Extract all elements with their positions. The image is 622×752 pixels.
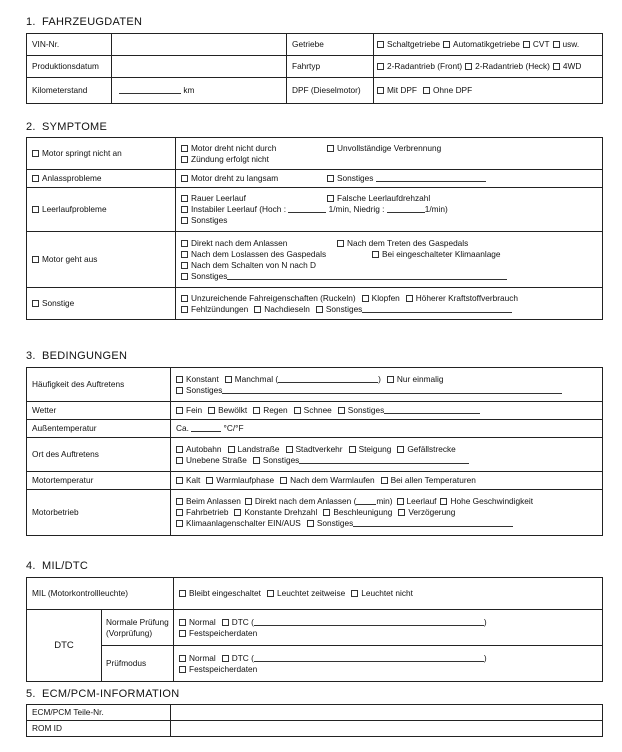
- checkbox-icon[interactable]: [176, 498, 183, 505]
- checkbox-icon[interactable]: [465, 63, 472, 70]
- option[interactable]: Nach dem Warmlaufen: [280, 475, 375, 486]
- option[interactable]: Sonstiges: [327, 173, 486, 184]
- condition-options: [171, 472, 603, 490]
- input-line[interactable]: [362, 312, 512, 313]
- checkbox-icon[interactable]: [234, 509, 241, 516]
- option[interactable]: Warmlaufphase: [206, 475, 274, 486]
- checkbox-icon[interactable]: [181, 306, 188, 313]
- vin-field[interactable]: [112, 34, 287, 56]
- input-line[interactable]: [278, 382, 378, 383]
- checkbox-icon[interactable]: [553, 41, 560, 48]
- option[interactable]: Nachdieseln: [254, 304, 310, 315]
- conditions-table: [26, 367, 603, 536]
- dtc-vorpruefung-options: Normal DTC ( ) Festspeicherdaten: [174, 610, 603, 646]
- km-field[interactable]: [112, 78, 287, 104]
- checkbox-icon[interactable]: [307, 520, 314, 527]
- option[interactable]: Steigung: [349, 444, 392, 455]
- mil-dtc-table: [26, 577, 603, 682]
- fahrtyp-label: Fahrtyp: [287, 56, 374, 78]
- section-5-title: 5. ECM/PCM-INFORMATION: [26, 688, 180, 700]
- checkbox-icon[interactable]: [377, 87, 384, 94]
- input-line[interactable]: [353, 526, 513, 527]
- fahrtyp-options: [374, 56, 603, 78]
- option[interactable]: Direkt nach dem Anlassen ( min): [245, 496, 393, 507]
- checkbox-icon[interactable]: [181, 175, 188, 182]
- checkbox-icon[interactable]: [228, 446, 235, 453]
- rom-id-label: ROM ID: [27, 721, 171, 737]
- checkbox-icon[interactable]: [181, 273, 188, 280]
- option[interactable]: Schnee: [294, 405, 332, 416]
- getriebe-label: Getriebe: [287, 34, 374, 56]
- section-3-title: 3. BEDINGUNGEN: [26, 350, 128, 362]
- checkbox-icon[interactable]: [397, 446, 404, 453]
- symptom-options: Rauer Leerlauf Falsche Leerlaufdrehzahl Instabiler Leerlauf (Hoch : 1/min, Niedrig : 1/min) Sonstiges: [176, 188, 603, 232]
- checkbox-icon[interactable]: [553, 63, 560, 70]
- option[interactable]: Regen: [253, 405, 287, 416]
- dpf-option[interactable]: Mit DPF: [377, 85, 417, 96]
- option[interactable]: Fehlzündungen: [181, 304, 248, 315]
- checkbox-icon[interactable]: [406, 295, 413, 302]
- dpf-options: [374, 78, 603, 104]
- input-line[interactable]: [254, 661, 484, 662]
- checkbox-icon[interactable]: [372, 251, 379, 258]
- symptom-label[interactable]: Motor geht aus: [27, 232, 176, 288]
- checkbox-icon[interactable]: [351, 590, 358, 597]
- checkbox-icon[interactable]: [32, 206, 39, 213]
- condition-options: [171, 402, 603, 420]
- checkbox-icon[interactable]: [181, 240, 188, 247]
- option[interactable]: Stadtverkehr: [286, 444, 343, 455]
- checkbox-icon[interactable]: [327, 145, 334, 152]
- checkbox-icon[interactable]: [377, 41, 384, 48]
- option[interactable]: Falsche Leerlaufdrehzahl: [327, 193, 430, 204]
- checkbox-icon[interactable]: [253, 457, 260, 464]
- checkbox-icon[interactable]: [286, 446, 293, 453]
- option[interactable]: Normal: [179, 617, 216, 628]
- checkbox-icon[interactable]: [327, 195, 334, 202]
- condition-label: Motorbetrieb: [27, 490, 171, 536]
- option[interactable]: Verzögerung: [398, 507, 455, 518]
- input-line[interactable]: [254, 625, 484, 626]
- checkbox-icon[interactable]: [523, 41, 530, 48]
- option[interactable]: Hohe Geschwindigkeit: [440, 496, 533, 507]
- option[interactable]: Zündung erfolgt nicht: [181, 154, 269, 165]
- option[interactable]: Nach dem Treten des Gaspedals: [337, 238, 468, 249]
- option[interactable]: Sonstiges: [338, 405, 480, 416]
- checkbox-icon[interactable]: [377, 63, 384, 70]
- checkbox-icon[interactable]: [181, 251, 188, 258]
- input-line[interactable]: [384, 413, 480, 414]
- getriebe-option[interactable]: Schaltgetriebe: [377, 39, 440, 50]
- checkbox-icon[interactable]: [32, 175, 39, 182]
- checkbox-icon[interactable]: [316, 306, 323, 313]
- symptom-label[interactable]: Leerlaufprobleme: [27, 188, 176, 232]
- checkbox-icon[interactable]: [176, 407, 183, 414]
- fahrtyp-option[interactable]: 2-Radantrieb (Front): [377, 61, 462, 72]
- input-line[interactable]: [288, 212, 326, 213]
- checkbox-icon[interactable]: [181, 145, 188, 152]
- fahrtyp-option[interactable]: 2-Radantrieb (Heck): [465, 61, 550, 72]
- option[interactable]: Leuchtet nicht: [351, 588, 413, 599]
- ecm-pcm-table: [26, 704, 603, 737]
- checkbox-icon[interactable]: [181, 195, 188, 202]
- option[interactable]: Unzureichende Fahreigenschaften (Ruckeln): [181, 293, 356, 304]
- option[interactable]: Klopfen: [362, 293, 400, 304]
- teile-nr-label: ECM/PCM Teile-Nr.: [27, 705, 171, 721]
- getriebe-option[interactable]: usw.: [553, 39, 580, 50]
- checkbox-icon[interactable]: [338, 407, 345, 414]
- input-line[interactable]: [356, 504, 376, 505]
- option[interactable]: Nach dem Loslassen des Gaspedals: [181, 249, 366, 260]
- option[interactable]: Bei eingeschalteter Klimaanlage: [372, 249, 501, 260]
- checkbox-icon[interactable]: [267, 590, 274, 597]
- option[interactable]: Fahrbetrieb: [176, 507, 228, 518]
- checkbox-icon[interactable]: [387, 376, 394, 383]
- checkbox-icon[interactable]: [362, 295, 369, 302]
- condition-options: [171, 490, 603, 536]
- checkbox-icon[interactable]: [179, 590, 186, 597]
- dpf-label: DPF (Dieselmotor): [287, 78, 374, 104]
- checkbox-icon[interactable]: [245, 498, 252, 505]
- section-4-title: 4. MIL/DTC: [26, 560, 89, 572]
- vin-label: VIN-Nr.: [27, 34, 112, 56]
- option[interactable]: DTC ( ): [222, 617, 487, 628]
- input-line[interactable]: [376, 181, 486, 182]
- checkbox-icon[interactable]: [179, 666, 186, 673]
- dpf-option[interactable]: Ohne DPF: [423, 85, 472, 96]
- checkbox-icon[interactable]: [225, 376, 232, 383]
- checkbox-icon[interactable]: [397, 498, 404, 505]
- checkbox-icon[interactable]: [179, 655, 186, 662]
- checkbox-icon[interactable]: [181, 206, 188, 213]
- symptom-options: [176, 288, 603, 320]
- checkbox-icon[interactable]: [176, 509, 183, 516]
- option[interactable]: Direkt nach dem Anlassen: [181, 238, 331, 249]
- checkbox-icon[interactable]: [176, 457, 183, 464]
- checkbox-icon[interactable]: [208, 407, 215, 414]
- option[interactable]: DTC ( ): [222, 653, 487, 664]
- option[interactable]: Leuchtet zeitweise: [267, 588, 345, 599]
- option[interactable]: Nur einmalig: [387, 374, 444, 385]
- condition-label: Häufigkeit des Auftretens: [27, 368, 171, 402]
- km-label: Kilometerstand: [27, 78, 112, 104]
- option[interactable]: Landstraße: [228, 444, 280, 455]
- symptoms-table: [26, 137, 603, 320]
- checkbox-icon[interactable]: [254, 306, 261, 313]
- checkbox-icon[interactable]: [440, 498, 447, 505]
- km-unit: km: [183, 85, 195, 95]
- checkbox-icon[interactable]: [176, 477, 183, 484]
- condition-label: Außentemperatur: [27, 420, 171, 438]
- option[interactable]: Unebene Straße: [176, 455, 247, 466]
- option[interactable]: Bewölkt: [208, 405, 247, 416]
- option[interactable]: Bleibt eingeschaltet: [179, 588, 261, 599]
- checkbox-icon[interactable]: [280, 477, 287, 484]
- condition-options: Ca. °C/°F: [171, 420, 603, 438]
- option[interactable]: Manchmal ( ): [225, 374, 381, 385]
- mil-options: [174, 578, 603, 610]
- checkbox-icon[interactable]: [181, 295, 188, 302]
- option[interactable]: Sonstiges: [316, 304, 512, 315]
- option[interactable]: Konstant: [176, 374, 219, 385]
- symptom-options: [176, 170, 603, 188]
- dtc-pruefmodus-options: Normal DTC ( ) Festspeicherdaten: [174, 646, 603, 682]
- fahrtyp-option[interactable]: 4WD: [553, 61, 581, 72]
- option[interactable]: Motor dreht nicht durch: [181, 143, 321, 154]
- checkbox-icon[interactable]: [443, 41, 450, 48]
- checkbox-icon[interactable]: [381, 477, 388, 484]
- checkbox-icon[interactable]: [349, 446, 356, 453]
- checkbox-icon[interactable]: [327, 175, 334, 182]
- checkbox-icon[interactable]: [179, 630, 186, 637]
- option[interactable]: Normal: [179, 653, 216, 664]
- checkbox-icon[interactable]: [398, 509, 405, 516]
- input-line[interactable]: [222, 393, 562, 394]
- checkbox-icon[interactable]: [294, 407, 301, 414]
- option[interactable]: Motor dreht zu langsam: [181, 173, 321, 184]
- condition-options: Konstant Manchmal ( ) Nur einmalig Sonstiges: [171, 368, 603, 402]
- symptom-label[interactable]: Motor springt nicht an: [27, 138, 176, 170]
- checkbox-icon[interactable]: [179, 619, 186, 626]
- option[interactable]: Autobahn: [176, 444, 222, 455]
- symptom-options: Direkt nach dem Anlassen Nach dem Treten des Gaspedals Nach dem Loslassen des Gaspedals Bei eingeschalteter Klimaanlage Nach dem Schalten von N nach D Sonstiges: [176, 232, 603, 288]
- checkbox-icon[interactable]: [337, 240, 344, 247]
- condition-options: [171, 438, 603, 472]
- checkbox-icon[interactable]: [206, 477, 213, 484]
- checkbox-icon[interactable]: [32, 300, 39, 307]
- checkbox-icon[interactable]: [181, 156, 188, 163]
- option[interactable]: Sonstiges: [253, 455, 469, 466]
- pruefmodus-label: Prüfmodus: [102, 646, 174, 682]
- symptom-label[interactable]: Sonstige: [27, 288, 176, 320]
- checkbox-icon[interactable]: [253, 407, 260, 414]
- option[interactable]: Kalt: [176, 475, 200, 486]
- symptom-options: [176, 138, 603, 170]
- option[interactable]: Beim Anlassen: [176, 496, 241, 507]
- input-line[interactable]: [387, 212, 425, 213]
- option[interactable]: Gefällstrecke: [397, 444, 455, 455]
- condition-label: Motortemperatur: [27, 472, 171, 490]
- dtc-label: DTC: [27, 610, 102, 682]
- checkbox-icon[interactable]: [181, 217, 188, 224]
- checkbox-icon[interactable]: [176, 446, 183, 453]
- km-input-line[interactable]: [119, 93, 181, 94]
- option[interactable]: Klimaanlagenschalter EIN/AUS: [176, 518, 301, 529]
- checkbox-icon[interactable]: [176, 520, 183, 527]
- option[interactable]: Fein: [176, 405, 202, 416]
- condition-label: Ort des Auftretens: [27, 438, 171, 472]
- mil-label: MIL (Motorkontrollleuchte): [27, 578, 174, 610]
- teile-nr-field[interactable]: [171, 705, 603, 721]
- option[interactable]: Höherer Kraftstoffverbrauch: [406, 293, 518, 304]
- normale-pruefung-label: Normale Prüfung (Vorprüfung): [102, 610, 174, 646]
- option[interactable]: Leerlauf: [397, 496, 437, 507]
- getriebe-option[interactable]: Automatikgetriebe: [443, 39, 520, 50]
- checkbox-icon[interactable]: [32, 256, 39, 263]
- symptom-label[interactable]: Anlassprobleme: [27, 170, 176, 188]
- option[interactable]: Sonstiges: [307, 518, 513, 529]
- option[interactable]: Konstante Drehzahl: [234, 507, 317, 518]
- section-1-title: 1. FAHRZEUGDATEN: [26, 16, 143, 28]
- input-line[interactable]: [191, 431, 221, 432]
- getriebe-option[interactable]: CVT: [523, 39, 550, 50]
- checkbox-icon[interactable]: [222, 655, 229, 662]
- produktion-field[interactable]: [112, 56, 287, 78]
- checkbox-icon[interactable]: [423, 87, 430, 94]
- checkbox-icon[interactable]: [32, 150, 39, 157]
- option[interactable]: Beschleunigung: [323, 507, 392, 518]
- vehicle-data-table: [26, 33, 603, 104]
- getriebe-options: [374, 34, 603, 56]
- input-line[interactable]: [299, 463, 469, 464]
- option[interactable]: Unvollständige Verbrennung: [327, 143, 441, 154]
- input-line[interactable]: [227, 279, 507, 280]
- condition-label: Wetter: [27, 402, 171, 420]
- checkbox-icon[interactable]: [323, 509, 330, 516]
- produktion-label: Produktionsdatum: [27, 56, 112, 78]
- checkbox-icon[interactable]: [181, 262, 188, 269]
- section-2-title: 2. SYMPTOME: [26, 121, 108, 133]
- option[interactable]: Rauer Leerlauf: [181, 193, 321, 204]
- checkbox-icon[interactable]: [222, 619, 229, 626]
- rom-id-field[interactable]: [171, 721, 603, 737]
- checkbox-icon[interactable]: [176, 376, 183, 383]
- option[interactable]: Bei allen Temperaturen: [381, 475, 476, 486]
- checkbox-icon[interactable]: [176, 387, 183, 394]
